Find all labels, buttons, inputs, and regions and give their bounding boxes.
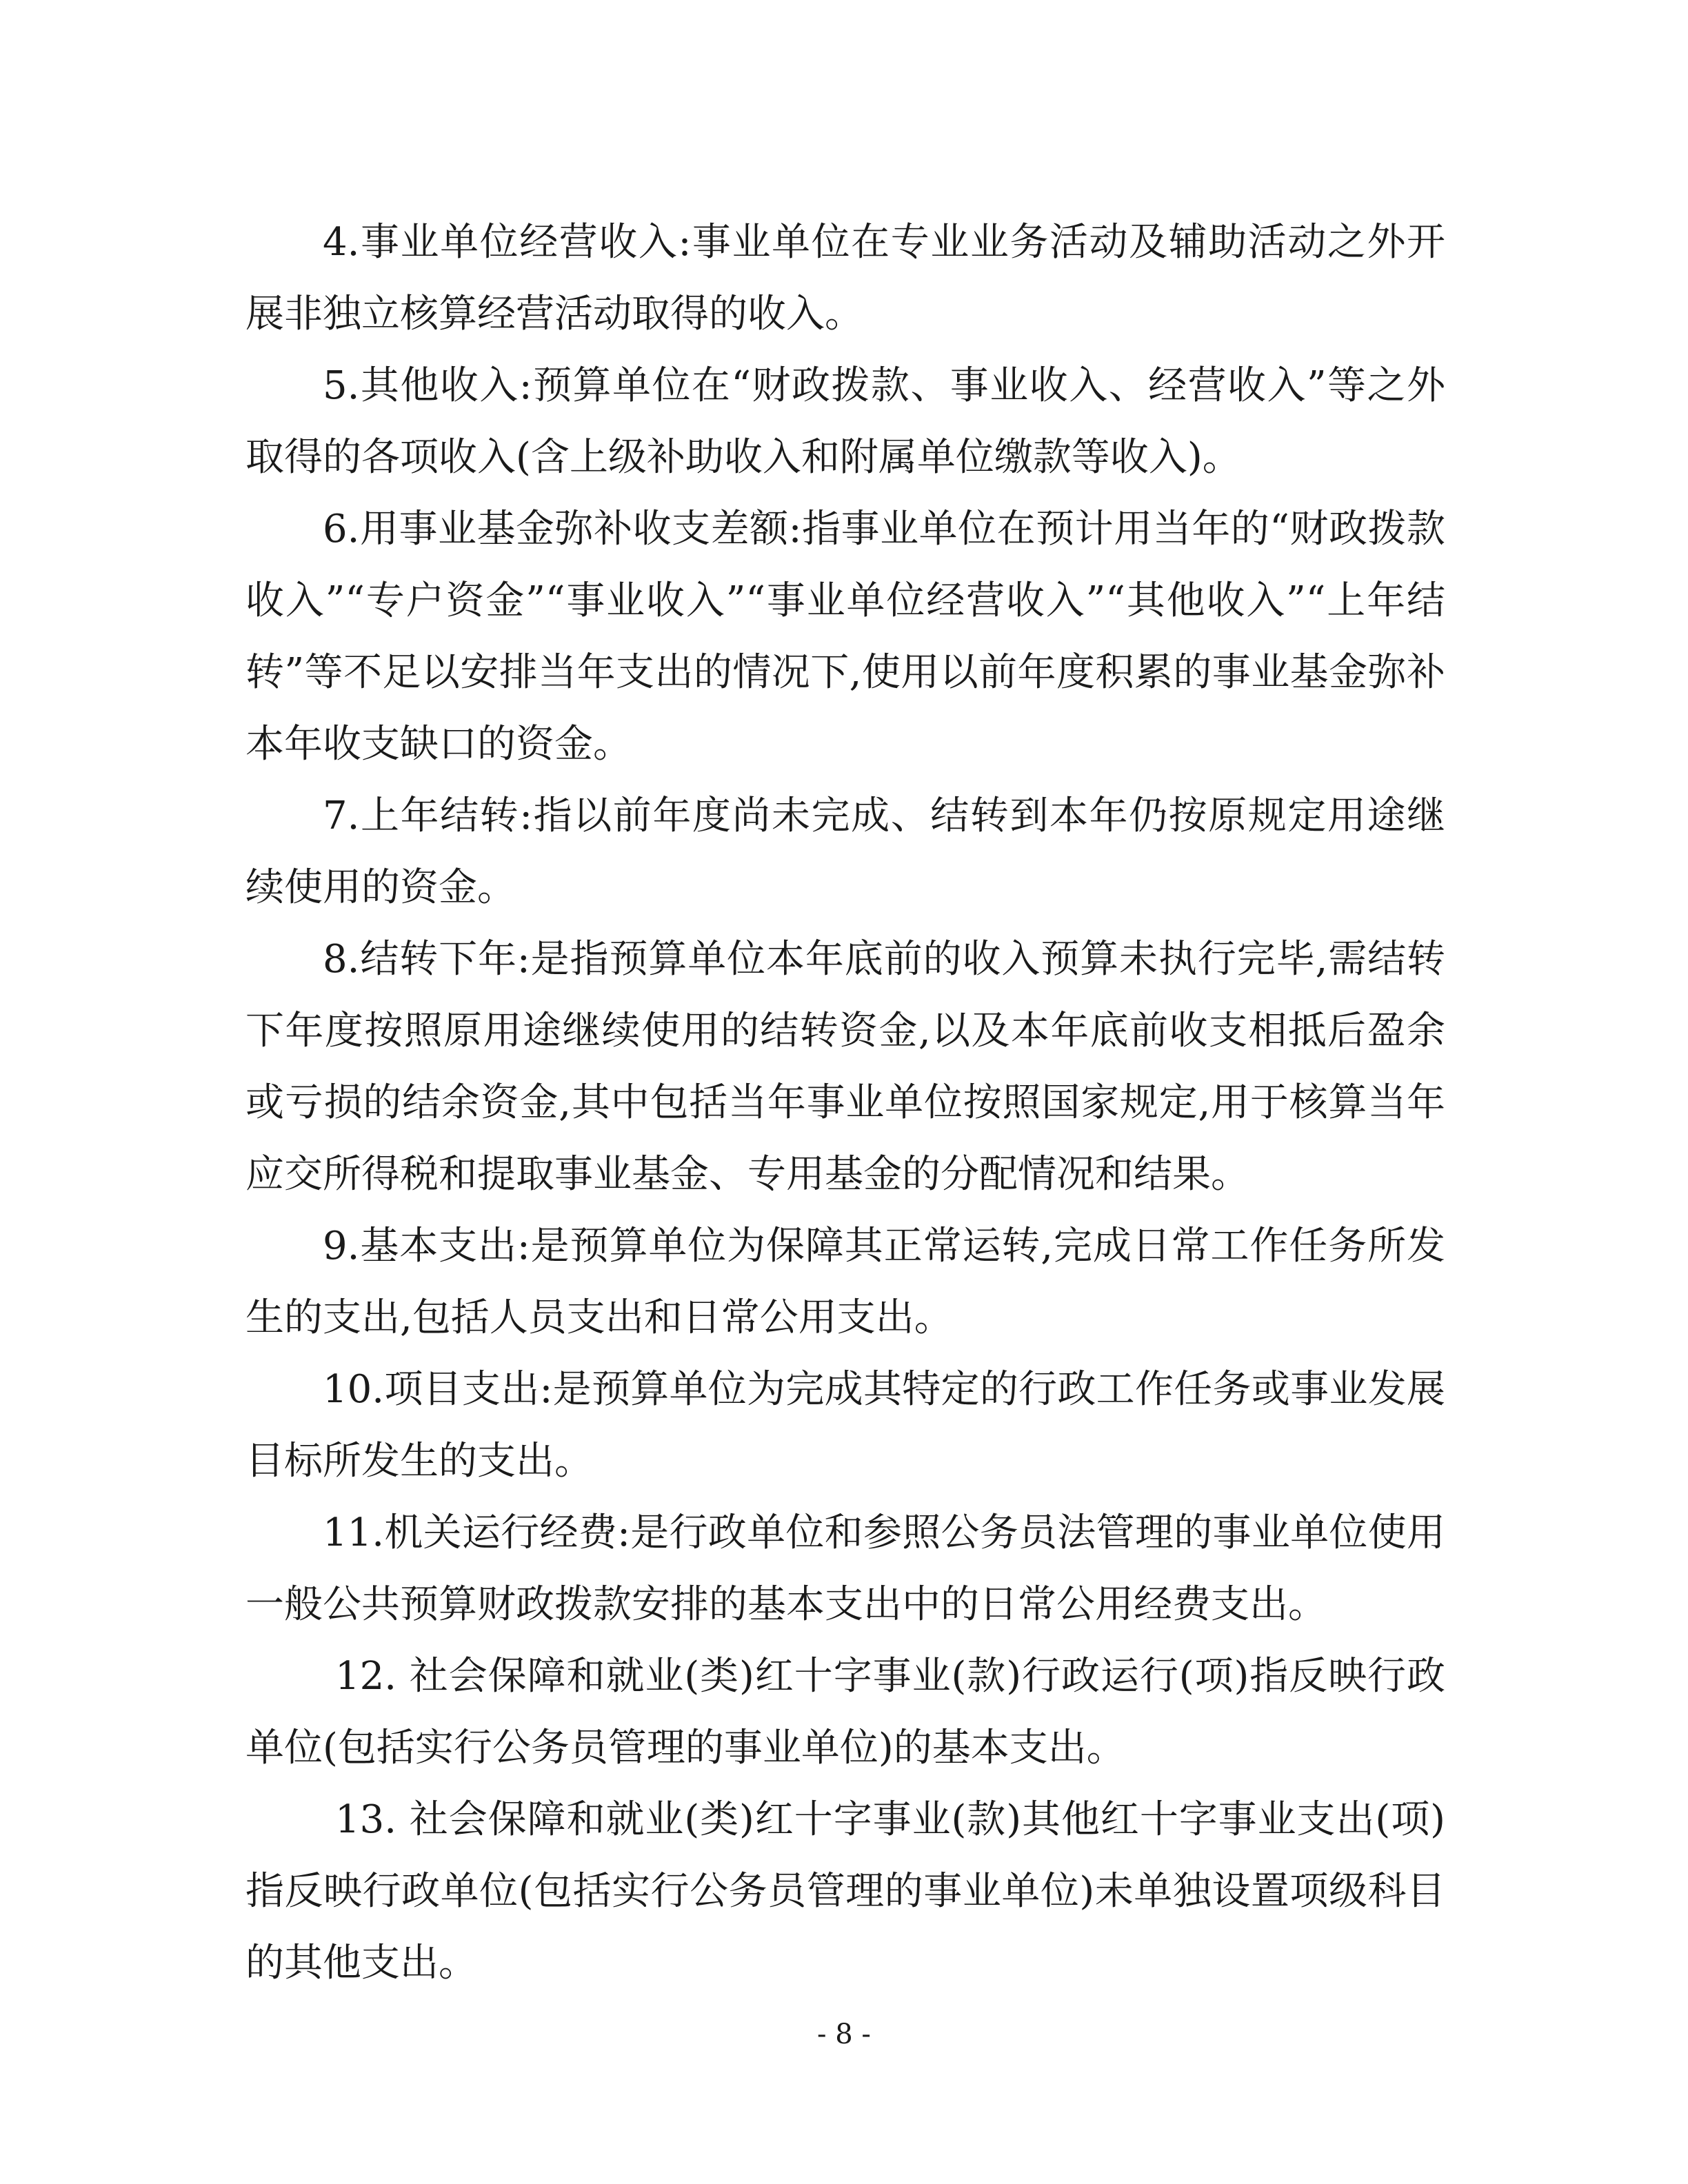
- paragraph-9: 9.基本支出:是预算单位为保障其正常运转,完成日常工作任务所发生的支出,包括人员支出和日常公用支出。: [245, 1224, 1445, 1340]
- paragraph-10: 10.项目支出:是预算单位为完成其特定的行政工作任务或事业发展目标所发生的支出。: [245, 1367, 1445, 1484]
- paragraph-5: 5.其他收入:预算单位在“财政拨款、事业收入、经营收入”等之外取得的各项收入(含上级补助收入和附属单位缴款等收入)。: [245, 363, 1445, 480]
- page-number: - 8 -: [817, 2019, 871, 2050]
- document-body: [245, 207, 1445, 1999]
- paragraph-11: 11.机关运行经费:是行政单位和参照公务员法管理的事业单位使用一般公共预算财政拨款安排的基本支出中的日常公用经费支出。: [245, 1510, 1445, 1627]
- paragraph-4: 4.事业单位经营收入:事业单位在专业业务活动及辅助活动之外开展非独立核算经营活动取得的收入。: [245, 220, 1445, 336]
- paragraph-6: 6.用事业基金弥补收支差额:指事业单位在预计用当年的“财政拨款收入”“专户资金”“事业收入”“事业单位经营收入”“其他收入”“上年结转”等不足以安排当年支出的情况下,使用以前年度积累的事业基金弥补本年收支缺口的资金。: [245, 507, 1445, 767]
- paragraph-12: 12. 社会保障和就业(类)红十字事业(款)行政运行(项)指反映行政单位(包括实行公务员管理的事业单位)的基本支出。: [245, 1654, 1445, 1770]
- paragraph-8: 8.结转下年:是指预算单位本年底前的收入预算未执行完毕,需结转下年度按照原用途继续使用的结转资金,以及本年底前收支相抵后盈余或亏损的结余资金,其中包括当年事业单位按照国家规定,用于核算当年应交所得税和提取事业基金、专用基金的分配情况和结果。: [245, 937, 1445, 1197]
- paragraph-13: 13. 社会保障和就业(类)红十字事业(款)其他红十字事业支出(项)指反映行政单位(包括实行公务员管理的事业单位)未单独设置项级科目的其他支出。: [245, 1797, 1445, 1985]
- paragraph-7: 7.上年结转:指以前年度尚未完成、结转到本年仍按原规定用途继续使用的资金。: [245, 793, 1445, 910]
